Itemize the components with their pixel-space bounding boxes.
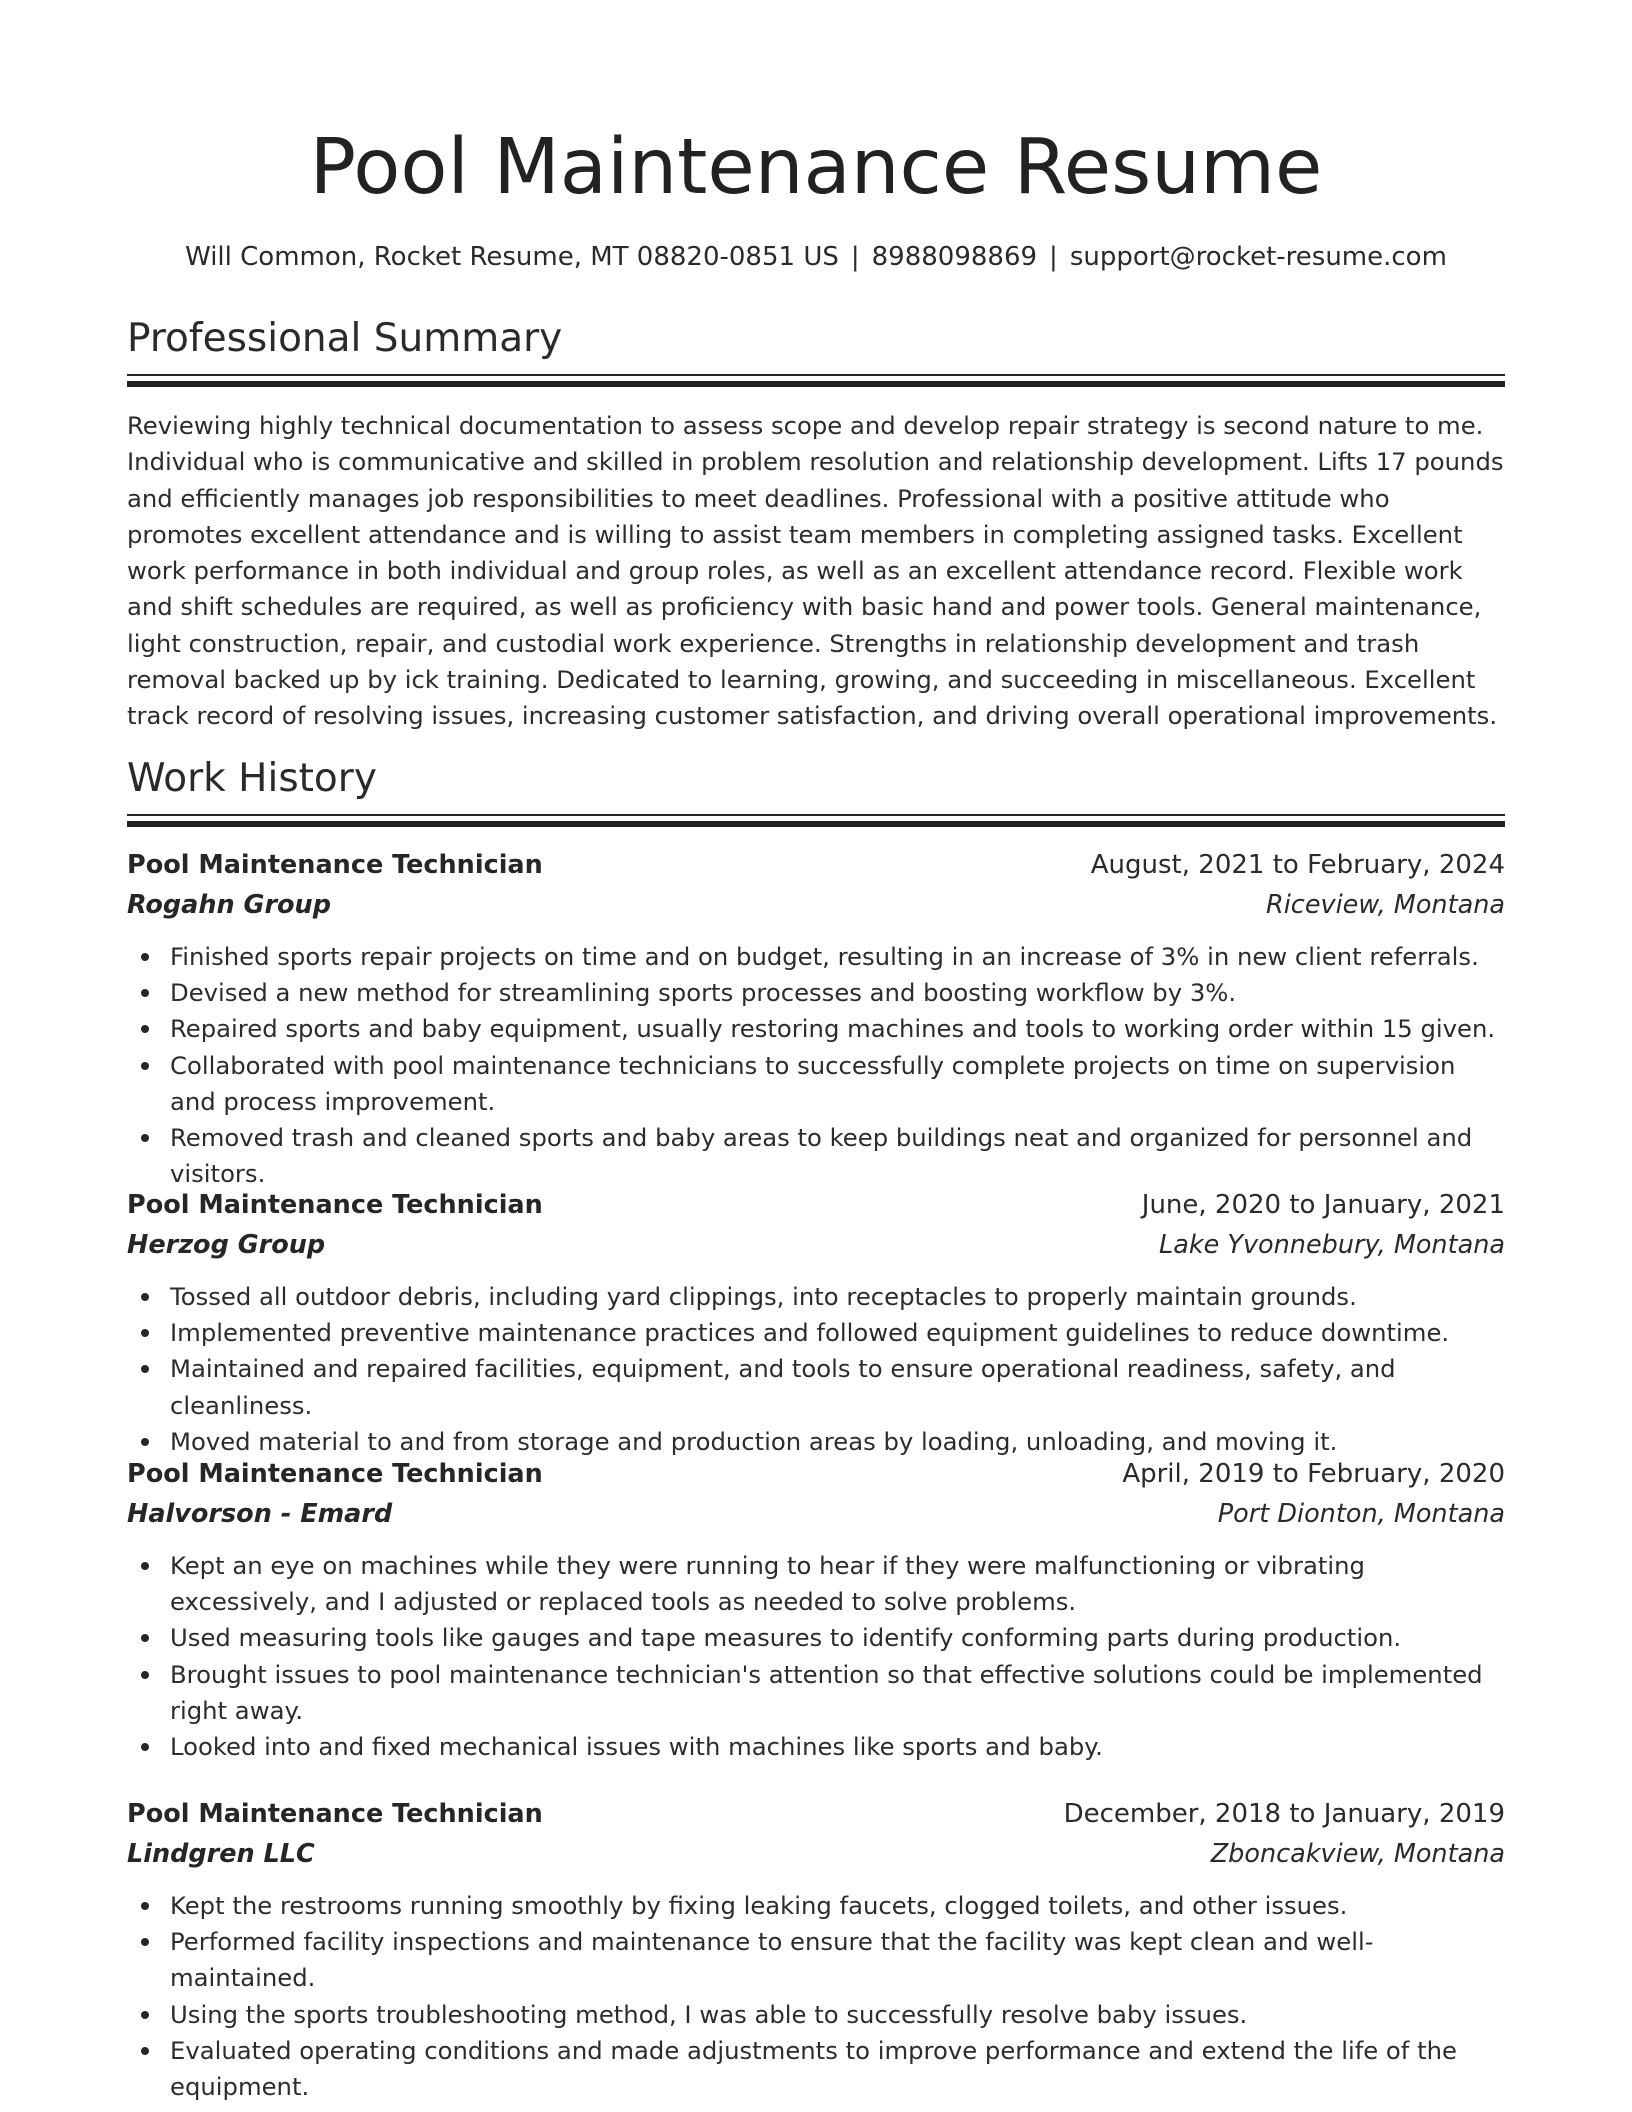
job-entry	[127, 1454, 1505, 1765]
job-bullet: Tossed all outdoor debris, including yard clippings, into receptacles to properly maintain grounds.	[170, 1279, 1505, 1315]
job-entry	[127, 1794, 1505, 2105]
job-company: Herzog Group	[127, 1230, 326, 1260]
job-entry	[127, 1185, 1505, 1460]
section-rule-thick	[127, 381, 1505, 387]
job-bullet: Repaired sports and baby equipment, usually restoring machines and tools to working order within 15 given.	[170, 1011, 1505, 1047]
job-bullet: Devised a new method for streamlining sports processes and boosting workflow by 3%.	[170, 975, 1505, 1011]
job-location: Riceview, Montana	[1266, 890, 1505, 920]
job-header-row	[127, 845, 1505, 885]
job-bullet: Brought issues to pool maintenance technician's attention so that effective solutions could be implemented right away.	[170, 1657, 1505, 1729]
job-bullet: Performed facility inspections and maintenance to ensure that the facility was kept clean and well-maintained.	[170, 1924, 1505, 1996]
job-company-row	[127, 1225, 1505, 1265]
resume-title: Pool Maintenance Resume	[309, 123, 1323, 212]
job-bullet: Kept an eye on machines while they were running to hear if they were malfunctioning or vibrating excessively, and I adjusted or replaced tools as needed to solve problems.	[170, 1548, 1505, 1620]
contact-phone: 8988098869	[871, 242, 1038, 272]
contact-email[interactable]: support@rocket-resume.com	[1069, 242, 1447, 272]
job-location: Zboncakview, Montana	[1210, 1839, 1505, 1869]
job-bullet: Evaluated operating conditions and made adjustments to improve performance and extend the life of the equipment.	[170, 2033, 1505, 2105]
job-bullet: Collaborated with pool maintenance technicians to successfully complete projects on time on supervision and process improvement.	[170, 1048, 1505, 1120]
job-header-row	[127, 1794, 1505, 1834]
job-bullet: Maintained and repaired facilities, equipment, and tools to ensure operational readiness, safety, and cleanliness.	[170, 1351, 1505, 1423]
contact-separator: |	[1049, 242, 1058, 272]
job-title: Pool Maintenance Technician	[127, 850, 543, 880]
job-location: Port Dionton, Montana	[1217, 1499, 1505, 1529]
section-rule-thin	[127, 374, 1505, 376]
job-company: Halvorson - Emard	[127, 1499, 393, 1529]
section-rule-thick	[127, 821, 1505, 827]
job-bullet: Implemented preventive maintenance practices and followed equipment guidelines to reduce downtime.	[170, 1315, 1505, 1351]
summary-text: Reviewing highly technical documentation to assess scope and develop repair strategy is second nature to me. Individual who is communicative and skilled in problem resolution and relationship development. Lifts 17 pounds and efficiently manages job responsibilities to meet deadlines. Professional with a positive attitude who promotes excellent attendance and is willing to assist team members in completing assigned tasks. Excellent work performance in both individual and group roles, as well as an excellent attendance record. Flexible work and shift schedules are required, as well as proficiency with basic hand and power tools. General maintenance, light construction, repair, and custodial work experience. Strengths in relationship development and trash removal backed up by ick training. Dedicated to learning, growing, and succeeding in miscellaneous. Excellent track record of resolving issues, increasing customer satisfaction, and driving overall operational improvements.	[127, 411, 1504, 731]
job-company-row	[127, 1834, 1505, 1874]
summary-heading: Professional Summary	[127, 316, 563, 361]
job-bullet: Finished sports repair projects on time and on budget, resulting in an increase of 3% in new client referrals.	[170, 939, 1505, 975]
job-dates: December, 2018 to January, 2019	[1063, 1799, 1505, 1829]
job-company-row	[127, 885, 1505, 925]
job-bullets	[127, 939, 1505, 1192]
section-rule-thin	[127, 814, 1505, 816]
job-company-row	[127, 1494, 1505, 1534]
job-header-row	[127, 1454, 1505, 1494]
job-bullet: Moved material to and from storage and production areas by loading, unloading, and moving it.	[170, 1424, 1505, 1460]
job-location: Lake Yvonnebury, Montana	[1158, 1230, 1505, 1260]
job-company: Rogahn Group	[127, 890, 331, 920]
job-title: Pool Maintenance Technician	[127, 1190, 543, 1220]
job-dates: April, 2019 to February, 2020	[1122, 1459, 1505, 1489]
job-company: Lindgren LLC	[127, 1839, 315, 1869]
work-history-heading: Work History	[127, 756, 377, 801]
job-entry	[127, 845, 1505, 1192]
job-dates: June, 2020 to January, 2021	[1141, 1190, 1505, 1220]
job-bullet: Kept the restrooms running smoothly by fixing leaking faucets, clogged toilets, and other issues.	[170, 1888, 1505, 1924]
job-bullets	[127, 1279, 1505, 1460]
job-bullet: Used measuring tools like gauges and tape measures to identify conforming parts during production.	[170, 1620, 1505, 1656]
job-title: Pool Maintenance Technician	[127, 1459, 543, 1489]
contact-address: Will Common, Rocket Resume, MT 08820-0851 US	[185, 242, 839, 272]
contact-separator: |	[850, 242, 860, 272]
job-bullets	[127, 1888, 1505, 2105]
job-bullet: Looked into and fixed mechanical issues with machines like sports and baby.	[170, 1729, 1505, 1765]
job-bullets	[127, 1548, 1505, 1765]
job-title: Pool Maintenance Technician	[127, 1799, 543, 1829]
contact-line	[127, 237, 1505, 277]
job-bullet: Using the sports troubleshooting method, I was able to successfully resolve baby issues.	[170, 1997, 1505, 2033]
job-header-row	[127, 1185, 1505, 1225]
job-dates: August, 2021 to February, 2024	[1090, 850, 1505, 880]
job-bullet: Removed trash and cleaned sports and baby areas to keep buildings neat and organized for personnel and visitors.	[170, 1120, 1505, 1192]
